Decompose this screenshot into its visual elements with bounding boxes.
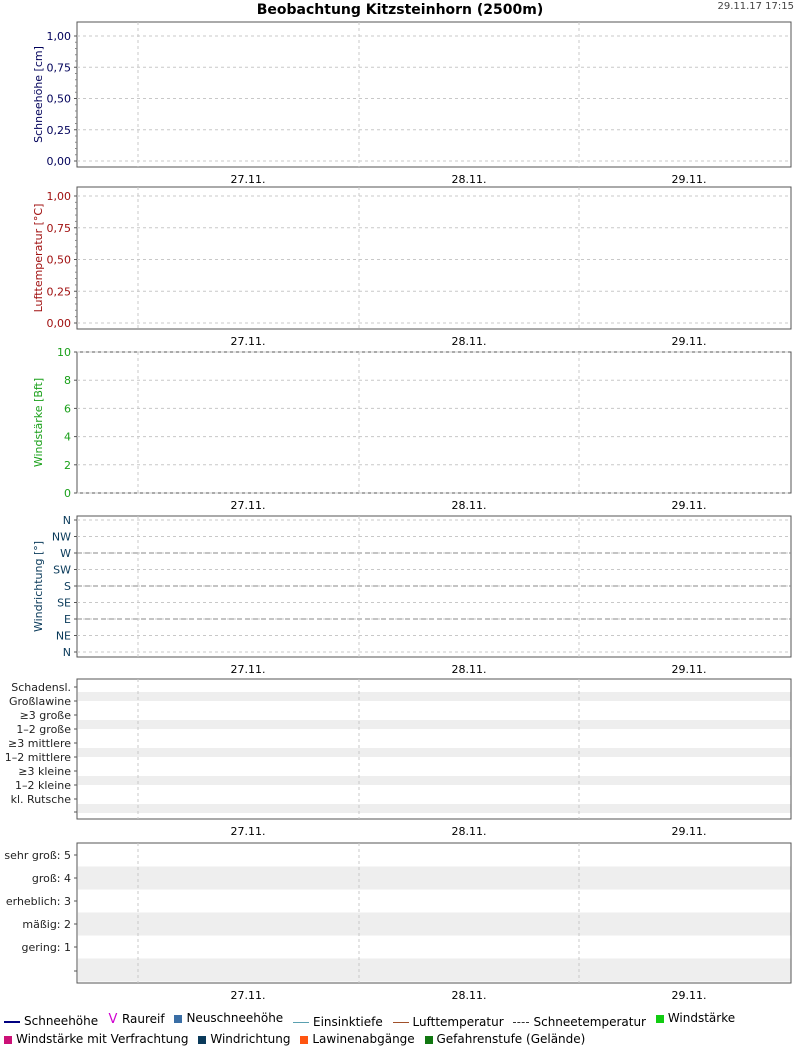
y-tick-label: 10 (57, 346, 71, 359)
legend-label: Windstärke mit Verfrachtung (16, 1032, 189, 1046)
y-tick-label: groß: 4 (31, 872, 71, 885)
y-tick-label: 0,75 (46, 61, 71, 75)
y-tick-label: 0,50 (46, 253, 71, 267)
grid-band (78, 867, 791, 890)
y-tick-label: 0,00 (46, 155, 71, 168)
y-tick-label: 6 (64, 402, 71, 416)
x-tick-label: 29.11. (671, 335, 707, 348)
x-tick-label: 29.11. (671, 825, 707, 838)
y-tick-label: 8 (64, 374, 71, 388)
x-tick-label: 28.11. (451, 825, 487, 838)
y-tick-label: 0 (64, 487, 71, 500)
legend-item-gefahrenstufe (425, 1029, 586, 1050)
y-tick-label: ≥3 kleine (18, 765, 71, 778)
x-tick-label: 28.11. (451, 989, 487, 1002)
dashed-line-icon (513, 1022, 529, 1023)
grid-band (78, 959, 791, 982)
y-tick-label: 1–2 kleine (15, 779, 71, 792)
square-icon (300, 1036, 308, 1044)
legend-item-windrichtung (198, 1029, 290, 1050)
x-tick-label: 29.11. (671, 499, 707, 512)
y-tick-label: ≥3 große (19, 709, 71, 722)
grid-band (78, 748, 791, 757)
y-tick-label: S (64, 580, 71, 593)
x-tick-label: 28.11. (451, 663, 487, 676)
x-tick-label: 27.11. (230, 335, 266, 348)
legend-item-windstaerke-verfrachtung (4, 1029, 189, 1050)
legend-label: Raureif (121, 1012, 165, 1026)
y-tick-label: kl. Rutsche (10, 793, 71, 806)
y-tick-label: W (60, 547, 71, 560)
x-tick-label: 27.11. (230, 825, 266, 838)
y-axis-title: Schneehöhe [cm] (32, 46, 45, 143)
legend-label: Lufttemperatur (412, 1014, 504, 1029)
x-tick-label: 28.11. (451, 335, 487, 348)
y-tick-label: 4 (64, 430, 71, 444)
y-tick-label: Schadensl. (11, 681, 71, 694)
plot-frame (77, 22, 791, 167)
y-tick-label: 1,00 (46, 190, 71, 203)
legend-row-1 (4, 1008, 796, 1029)
y-tick-label: ≥3 mittlere (8, 737, 71, 750)
y-tick-label: 0,25 (46, 123, 71, 137)
legend-item-neuschneehoehe (174, 1008, 283, 1029)
legend-item-raureif (108, 1009, 165, 1030)
legend (4, 1008, 796, 1050)
y-tick-label: 1,00 (46, 30, 71, 43)
y-axis-title: Windrichtung [°] (32, 540, 45, 633)
x-tick-label: 29.11. (671, 989, 707, 1002)
grid-band (78, 692, 791, 701)
y-tick-label: E (64, 613, 71, 626)
y-tick-label: 2 (64, 458, 71, 472)
x-tick-label: 27.11. (230, 663, 266, 676)
y-tick-label: 1–2 große (16, 723, 71, 736)
y-tick-label: NW (51, 530, 71, 544)
square-icon (656, 1015, 664, 1023)
y-tick-label: 0,00 (46, 317, 71, 330)
line-icon (293, 1022, 309, 1023)
y-tick-label: mäßig: 2 (22, 918, 71, 931)
square-icon (174, 1015, 182, 1023)
y-tick-label: N (62, 646, 71, 659)
y-tick-label: 1–2 mittlere (4, 751, 71, 764)
y-tick-label: Großlawine (8, 695, 71, 708)
legend-label: Windstärke (667, 1011, 736, 1025)
y-tick-label: erheblich: 3 (5, 895, 71, 908)
legend-item-windstaerke (656, 1008, 735, 1029)
plot-frame (77, 187, 791, 329)
legend-label: Einsinktiefe (313, 1014, 383, 1029)
grid-band (78, 776, 791, 785)
legend-label: Windrichtung (210, 1032, 291, 1046)
legend-label: Lawinenabgänge (312, 1032, 415, 1046)
x-tick-label: 27.11. (230, 989, 266, 1002)
grid-band (78, 720, 791, 729)
square-icon (425, 1036, 433, 1044)
chart-title: Beobachtung Kitzsteinhorn (2500m) (256, 2, 544, 18)
x-tick-label: 29.11. (671, 663, 707, 676)
x-tick-label: 28.11. (451, 499, 487, 512)
timestamp: 29.11.17 17:15 (717, 1, 794, 12)
line-icon (393, 1022, 409, 1023)
y-tick-label: 0,75 (46, 221, 71, 235)
grid-band (78, 804, 791, 813)
legend-row-2 (4, 1029, 796, 1050)
square-icon (4, 1036, 12, 1044)
y-tick-label: SE (57, 596, 71, 610)
y-tick-label: SW (53, 563, 71, 577)
x-tick-label: 29.11. (671, 173, 707, 186)
y-tick-label: sehr groß: 5 (4, 849, 71, 862)
x-tick-label: 28.11. (451, 173, 487, 186)
grid-band (78, 913, 791, 936)
y-tick-label: NE (55, 629, 71, 643)
legend-label: Neuschneehöhe (186, 1011, 284, 1025)
y-axis-title: Windstärke [Bft] (32, 377, 45, 468)
legend-label: Schneetemperatur (533, 1014, 646, 1029)
legend-label: Schneehöhe (24, 1014, 99, 1028)
line-icon (4, 1021, 20, 1023)
y-tick-label: N (62, 514, 71, 527)
legend-item-lawinenabgaenge (300, 1029, 414, 1050)
y-tick-label: gering: 1 (21, 941, 71, 954)
v-marker-icon: V (108, 1011, 118, 1027)
square-icon (198, 1036, 206, 1044)
y-tick-label: 0,25 (46, 285, 71, 299)
y-axis-title: Lufttemperatur [°C] (32, 203, 45, 313)
y-tick-label: 0,50 (46, 92, 71, 106)
plot-frame (77, 352, 791, 493)
legend-label: Gefahrenstufe (Gelände) (436, 1032, 586, 1046)
x-tick-label: 27.11. (230, 499, 266, 512)
x-tick-label: 27.11. (230, 173, 266, 186)
